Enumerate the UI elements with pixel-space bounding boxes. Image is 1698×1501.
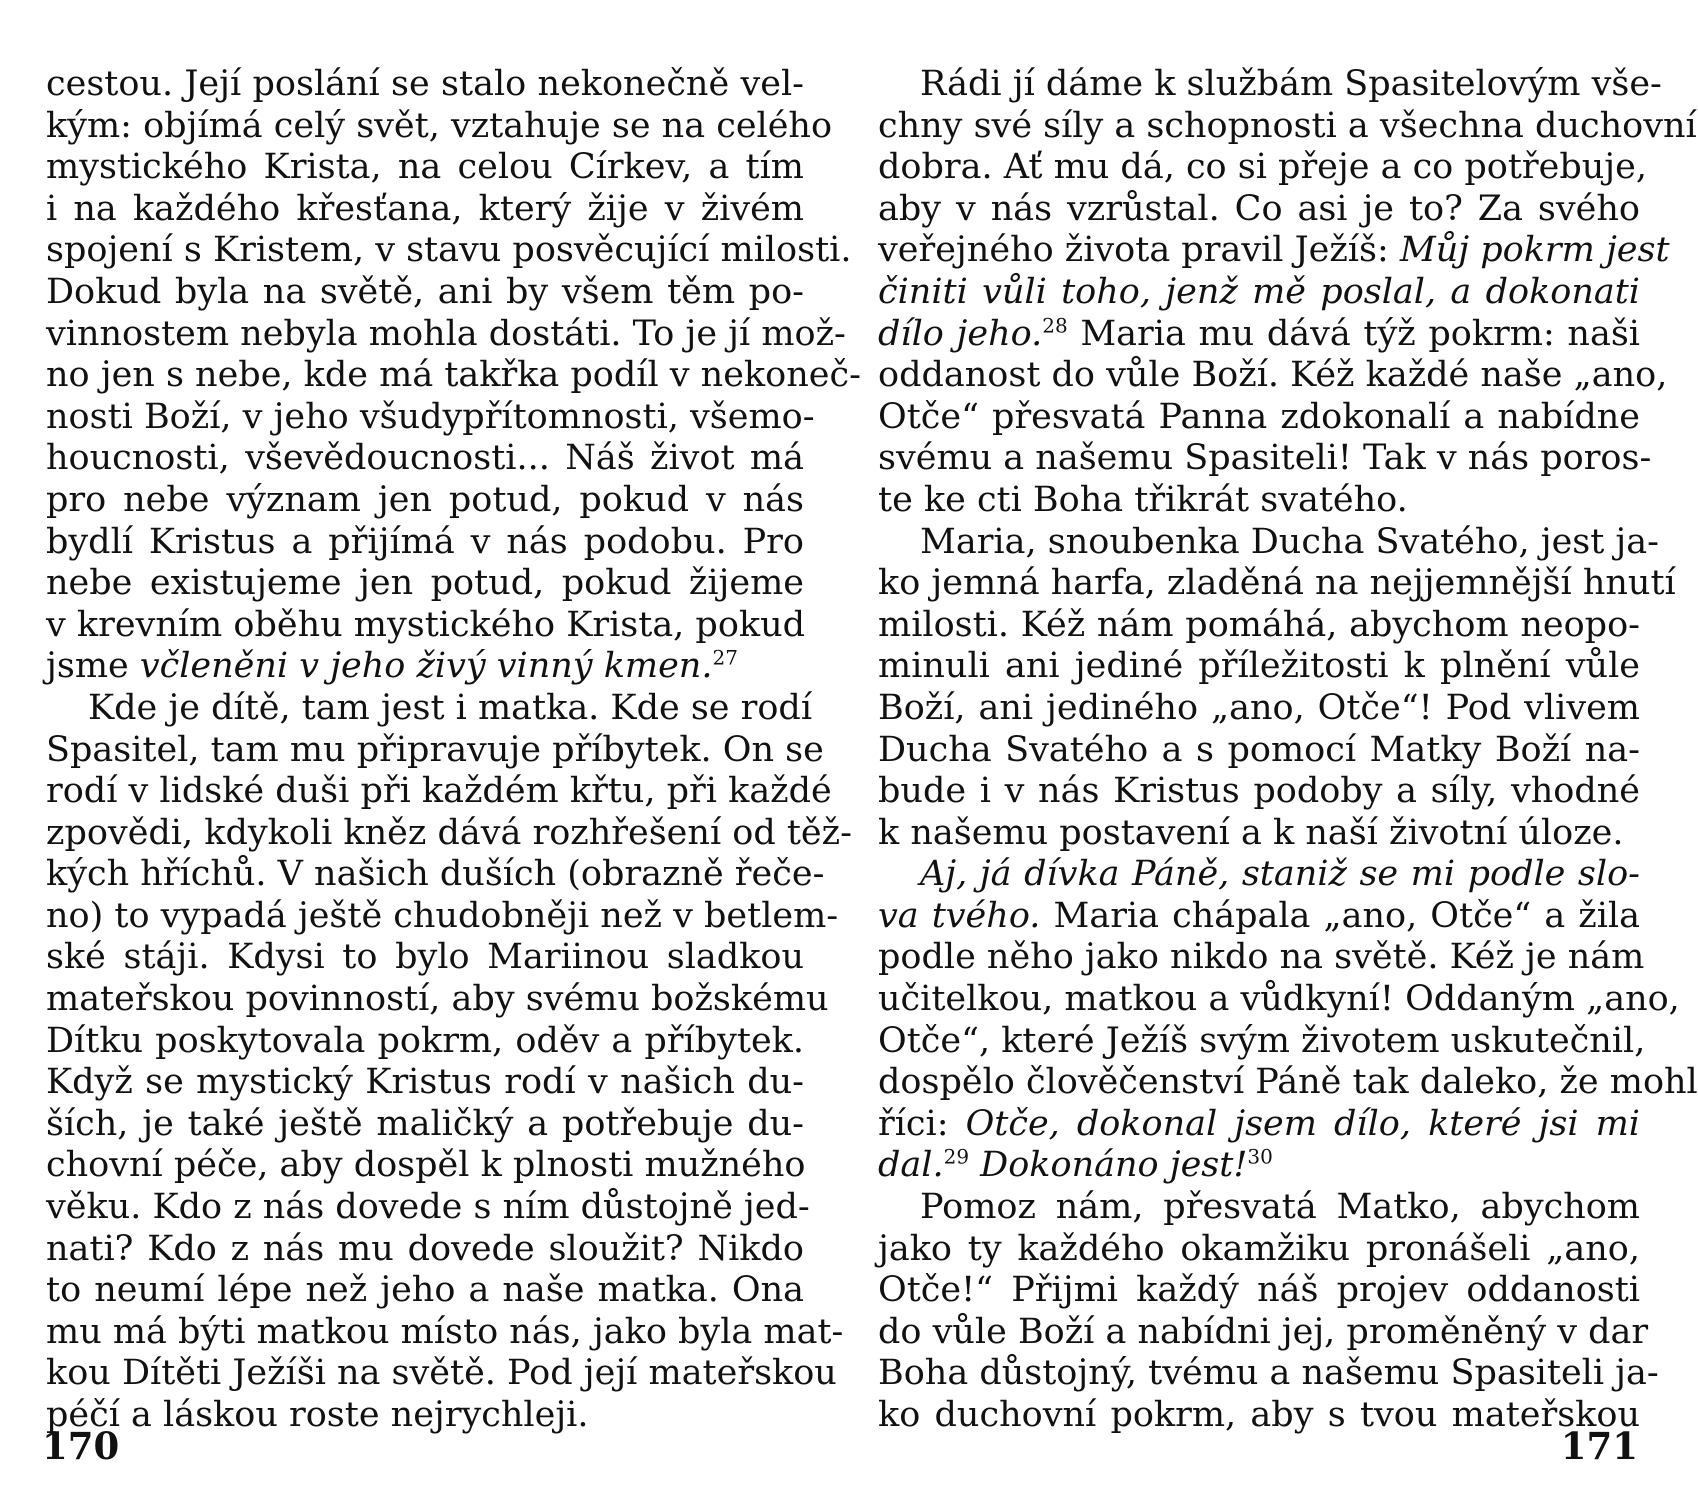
text-line	[878, 1353, 1659, 1395]
line-text: ské stáji. Kdysi to bylo Mariinou sladkou	[46, 937, 804, 978]
text-line	[878, 646, 1640, 688]
line-text: ko duchovní pokrm, aby s tvou mateřskou	[878, 1395, 1640, 1435]
text-line	[878, 730, 1640, 772]
line-text: dobra. Ať mu dá, co si přeje a co potřebuje,	[878, 147, 1647, 188]
text-line	[46, 1145, 804, 1187]
line-text: nebe existujeme jen potud, pokud žijeme	[46, 563, 804, 604]
text-line	[878, 854, 1640, 896]
text-line	[878, 937, 1645, 979]
line-text: bude i v nás Kristus podoby a síly, vhodné	[878, 771, 1640, 812]
line-text: Boha důstojný, tvému a našemu Spasiteli ja-	[878, 1353, 1659, 1394]
text-line	[46, 646, 804, 688]
line-text: Spasitel, tam mu připravuje příbytek. On se	[46, 729, 824, 770]
line-text: pro nebe význam jen potud, pokud v nás	[46, 479, 804, 520]
text-line	[878, 521, 1659, 564]
line-text: dospělo člověčenství Páně tak daleko, že mohl	[878, 1062, 1698, 1103]
left-page-text	[46, 64, 861, 1437]
text-line	[46, 1311, 844, 1354]
line-text: ko jemná harfa, zladěná na nejjemnější hnutí	[878, 563, 1676, 604]
text-line	[46, 438, 804, 480]
text-line	[46, 147, 804, 189]
line-text: no) to vypadá ještě chudobněji než v betlem-	[46, 895, 839, 936]
line-text: do vůle Boží a nabídni jej, proměněný v dar	[878, 1311, 1649, 1352]
text-line	[878, 1395, 1640, 1437]
line-text: nosti Boží, v jeho všudypřítomnosti, všemo-	[46, 396, 815, 437]
text-line	[46, 563, 804, 605]
line-text: jako ty každého okamžiku pronášeli „ano,	[878, 1228, 1640, 1269]
line-text: i na každého křesťana, který žije v živém	[46, 188, 804, 229]
text-line	[878, 230, 1670, 272]
line-text: milosti. Kéž nám pomáhá, abychom neopo-	[878, 604, 1640, 645]
text-line	[878, 480, 1640, 522]
italic-text: Aj, já dívka Páně, staniž se mi podle slo-	[920, 854, 1640, 895]
line-text: Kde je dítě, tam jest i matka. Kde se rodí	[88, 687, 813, 728]
line-text: Maria, snoubenka Ducha Svatého, jest ja-	[920, 521, 1659, 562]
footnote-marker: 27	[712, 645, 738, 670]
line-text: kým: objímá celý svět, vztahuje se na celého	[46, 105, 833, 146]
text-line	[46, 230, 852, 272]
text-line	[46, 1395, 804, 1437]
line-text: chovní péče, aby dospěl k plnosti mužného	[46, 1145, 806, 1186]
line-text: Dokud byla na světě, ani by všem těm po-	[46, 271, 804, 312]
text-line	[878, 64, 1662, 106]
text-line	[878, 896, 1640, 938]
line-text: spojení s Kristem, v stavu posvěcující milosti.	[46, 230, 852, 271]
line-text: nati? Kdo z nás mu dovede sloužit? Nikdo	[46, 1228, 804, 1269]
text-line	[878, 771, 1640, 813]
text-line	[878, 688, 1640, 730]
line-text: Ducha Svatého a s pomocí Matky Boží na-	[878, 729, 1640, 770]
line-text: zpovědi, kdykoli kněz dává rozhřešení od těž-	[46, 812, 852, 853]
text-line	[46, 1270, 804, 1312]
line-text: mateřskou povinností, aby svému božskému	[46, 979, 829, 1020]
left-page-number: 170	[42, 1424, 120, 1468]
italic-text: Dokonáno jest!	[969, 1145, 1248, 1186]
italic-text: včleněni v jeho živý vinný kmen.	[139, 646, 713, 687]
italic-text: činiti vůli toho, jenž mě poslal, a dokonati	[878, 271, 1640, 312]
right-page-number: 171	[1560, 1424, 1638, 1468]
text-line	[46, 64, 804, 106]
line-text: jsme	[46, 646, 140, 687]
text-line	[878, 1145, 1640, 1187]
right-page	[878, 64, 1698, 1435]
text-line	[878, 397, 1640, 439]
footnote-marker: 30	[1247, 1144, 1273, 1169]
footnote-marker: 29	[943, 1144, 970, 1169]
text-line	[46, 895, 839, 938]
italic-text: Můj pokrm jest	[1399, 230, 1670, 271]
line-text: učitelkou, matkou a vůdkyní! Oddaným „ano,	[878, 979, 1680, 1020]
text-line	[46, 1021, 804, 1063]
text-line	[46, 812, 852, 855]
text-line	[46, 729, 824, 772]
italic-text: dal.	[878, 1145, 944, 1186]
line-text: chny své síly a schopnosti a všechna duchovní	[878, 105, 1697, 146]
line-text: bydlí Kristus a přijímá v nás podobu. Pro	[46, 521, 804, 562]
line-text: oddanost do vůle Boží. Kéž každé naše „ano,	[878, 355, 1668, 396]
left-page	[46, 64, 861, 1435]
text-line	[46, 979, 829, 1021]
text-line	[878, 979, 1680, 1021]
line-text: mystického Krista, na celou Církev, a tím	[46, 147, 804, 188]
line-text: říci:	[878, 1103, 966, 1144]
line-text: Maria mu dává týž pokrm: naši	[1067, 313, 1640, 354]
text-line	[878, 1020, 1646, 1063]
italic-text: Otče, dokonal jsem dílo, které jsi mi	[965, 1103, 1640, 1144]
text-line	[878, 355, 1668, 397]
text-line	[46, 605, 804, 647]
line-text: ších, je také ještě maličký a potřebuje du-	[46, 1103, 804, 1144]
line-text: Dítku poskytovala pokrm, oděv a příbytek.	[46, 1020, 804, 1061]
text-line	[46, 522, 804, 564]
line-text: Otče“, které Ježíš svým životem uskutečnil,	[878, 1020, 1646, 1061]
text-line	[46, 355, 861, 397]
line-text: rodí v lidské duši při každém křtu, při každé	[46, 771, 832, 812]
line-text: péčí a láskou roste nejrychleji.	[46, 1395, 589, 1435]
line-text: aby v nás vzrůstal. Co asi je to? Za svého	[878, 188, 1640, 229]
line-text: to neumí lépe než jeho a naše matka. Ona	[46, 1270, 804, 1311]
line-text: v krevním oběhu mystického Krista, pokud	[46, 604, 806, 645]
text-line	[46, 854, 825, 896]
text-line	[878, 1187, 1640, 1229]
text-line	[46, 1229, 804, 1271]
line-text: houcnosti, vševědoucnosti... Náš život má	[46, 438, 804, 479]
text-line	[878, 813, 1640, 855]
text-line	[878, 314, 1640, 356]
text-line	[878, 1270, 1640, 1312]
text-line	[878, 1062, 1698, 1104]
line-text: kou Dítěti Ježíši na světě. Pod její mateřskou	[46, 1353, 837, 1394]
text-line	[878, 438, 1652, 480]
right-page-text	[878, 64, 1698, 1437]
text-line	[878, 1229, 1640, 1271]
line-text: no jen s nebe, kde má takřka podíl v nekoneč-	[46, 355, 861, 396]
line-text: te ke cti Boha třikrát svatého.	[878, 479, 1408, 520]
text-line	[878, 1311, 1649, 1354]
line-text: Když se mystický Kristus rodí v našich du-	[46, 1062, 804, 1103]
text-line	[46, 480, 804, 522]
line-text: k našemu postavení a k naší životní úloze.	[878, 812, 1624, 853]
text-line	[46, 396, 815, 439]
text-line	[46, 937, 804, 979]
text-line	[878, 563, 1676, 605]
text-line	[878, 272, 1640, 314]
text-line	[46, 771, 832, 813]
text-line	[878, 605, 1640, 647]
footnote-marker: 28	[1042, 312, 1068, 337]
line-text: Rádi jí dáme k službám Spasitelovým vše-	[920, 64, 1662, 104]
line-text: Boží, ani jediného „ano, Otče“! Pod vlivem	[878, 687, 1640, 728]
line-text: cestou. Její poslání se stalo nekonečně vel-	[46, 64, 804, 104]
text-line	[46, 1187, 810, 1229]
text-line	[878, 147, 1647, 189]
line-text: Otče!“ Přijmi každý náš projev oddanosti	[878, 1270, 1640, 1311]
text-line	[878, 1104, 1640, 1146]
text-line	[46, 1062, 804, 1104]
line-text: vinnostem nebyla mohla dostáti. To je jí mož-	[46, 313, 846, 354]
line-text: kých hříchů. V našich duších (obrazně řeče-	[46, 854, 825, 895]
line-text: mu má býti matkou místo nás, jako byla mat-	[46, 1311, 844, 1352]
text-line	[46, 687, 813, 730]
line-text: veřejného života pravil Ježíš:	[878, 230, 1400, 271]
text-line	[878, 105, 1697, 148]
text-line	[46, 105, 833, 148]
text-line	[46, 1353, 837, 1395]
line-text: podle něho jako nikdo na světě. Kéž je nám	[878, 937, 1645, 978]
text-line	[46, 272, 804, 314]
line-text: věku. Kdo z nás dovede s ním důstojně jed-	[46, 1187, 810, 1228]
line-text: minuli ani jediné příležitosti k plnění vůle	[878, 646, 1640, 687]
line-text: Maria chápala „ano, Otče“ a žila	[1040, 895, 1640, 936]
italic-text: dílo jeho.	[878, 313, 1043, 354]
text-line	[46, 189, 804, 231]
line-text: Pomoz nám, přesvatá Matko, abychom	[920, 1187, 1640, 1228]
text-line	[46, 1104, 804, 1146]
text-line	[878, 189, 1640, 231]
line-text: Otče“ přesvatá Panna zdokonalí a nabídne	[878, 396, 1640, 437]
text-line	[46, 313, 846, 356]
italic-text: va tvého.	[878, 895, 1041, 936]
line-text: svému a našemu Spasiteli! Tak v nás poros-	[878, 438, 1652, 479]
